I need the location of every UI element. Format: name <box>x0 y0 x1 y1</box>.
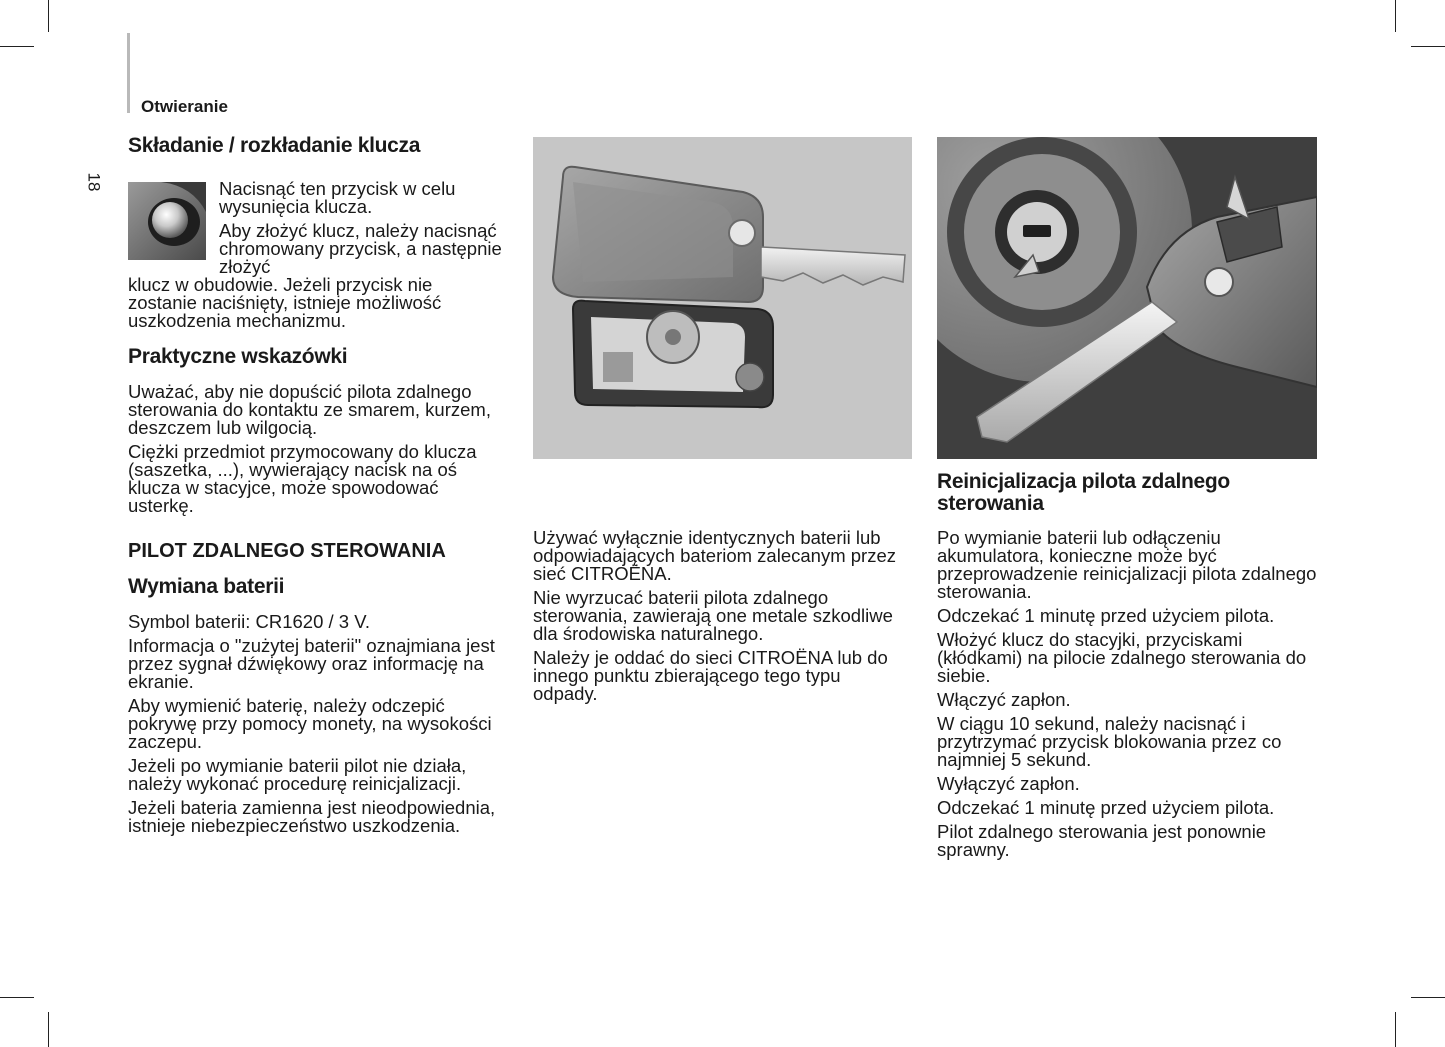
crop-mark <box>48 0 49 32</box>
reinit-paragraph-4: Włączyć zapłon. <box>937 689 1071 710</box>
battery-note-1: Używać wyłącznie identycznych baterii lub odpowiadających bateriom zalecanym przez sieć CITROËNA. <box>533 527 896 584</box>
crop-mark <box>0 997 34 998</box>
heading-practical-tips: Praktyczne wskazówki <box>128 345 348 368</box>
battery-note-2: Nie wyrzucać baterii pilota zdalnego sterowania, zawierają one metale szkodliwe dla środowiska naturalnego. <box>533 587 893 644</box>
reinit-paragraph-5: W ciągu 10 sekund, należy nacisnąć i przytrzymać przycisk blokowania przez co najmniej 5 sekund. <box>937 713 1282 770</box>
page-number: 18 <box>84 172 104 192</box>
crop-mark <box>1411 997 1445 998</box>
ignition-key-illustration <box>937 137 1317 459</box>
reinit-paragraph-8: Pilot zdalnego sterowania jest ponownie sprawny. <box>937 821 1267 860</box>
heading-key-folding: Składanie / rozkładanie klucza <box>128 134 421 157</box>
heading-reinitialisation: Reinicjalizacja pilota zdalnego sterowania <box>937 470 1230 515</box>
left-column <box>128 135 506 841</box>
reinit-paragraph-1: Po wymianie baterii lub odłączeniu akumulatora, konieczne może być przeprowadzenie reinicjalizacji pilota zdalnego sterowania. <box>937 527 1317 602</box>
heading-battery-replacement: Wymiana baterii <box>128 575 285 598</box>
reinit-paragraph-6: Wyłączyć zapłon. <box>937 773 1080 794</box>
header-bar <box>127 33 130 113</box>
reinit-paragraph-7: Odczekać 1 minutę przed użyciem pilota. <box>937 797 1275 818</box>
key-paragraph-2a: Aby złożyć klucz, należy nacisnąć chromowany przycisk, a następnie złożyć <box>219 220 502 277</box>
battery-paragraph-4: Jeżeli po wymianie baterii pilot nie działa, należy wykonać procedurę reinicjalizacji. <box>128 755 467 794</box>
crop-mark <box>48 1012 49 1047</box>
battery-paragraph-5: Jeżeli bateria zamienna jest nieodpowiednia, istnieje niebezpieczeństwo uszkodzenia. <box>128 797 496 836</box>
right-column <box>937 471 1323 865</box>
key-fob-battery-illustration <box>533 137 912 459</box>
key-paragraph-1: Nacisnąć ten przycisk w celu wysunięcia klucza. <box>219 178 456 217</box>
reinit-paragraph-3: Włożyć klucz do stacyjki, przyciskami (kłódkami) na pilocie zdalnego sterowania do siebie. <box>937 629 1307 686</box>
tips-paragraph-2: Ciężki przedmiot przymocowany do klucza (saszetka, ...), wywierający nacisk na oś klucza w stacyjce, może spowodować usterkę. <box>128 441 477 516</box>
battery-note-3: Należy je oddać do sieci CITROËNA lub do innego punktu zbierającego tego typu odpady. <box>533 647 888 704</box>
battery-paragraph-2: Informacja o "zużytej baterii" oznajmiana jest przez sygnał dźwiękowy oraz informację na ekranie. <box>128 635 495 692</box>
heading-remote-control: PILOT ZDALNEGO STEROWANIA <box>128 540 446 562</box>
crop-mark <box>1395 0 1396 32</box>
crop-mark <box>1411 46 1445 47</box>
crop-mark <box>0 46 34 47</box>
battery-paragraph-3: Aby wymienić baterię, należy odczepić pokrywę przy pomocy monety, na wysokości zaczepu. <box>128 695 492 752</box>
middle-column <box>533 529 905 709</box>
tips-paragraph-1: Uważać, aby nie dopuścić pilota zdalnego sterowania do kontaktu ze smarem, kurzem, deszczem lub wilgocią. <box>128 381 491 438</box>
key-paragraph-2b: klucz w obudowie. Jeżeli przycisk nie zostanie naciśnięty, istnieje możliwość uszkodzenia mechanizmu. <box>128 274 442 331</box>
section-title: Otwieranie <box>141 97 228 116</box>
reinit-paragraph-2: Odczekać 1 minutę przed użyciem pilota. <box>937 605 1275 626</box>
crop-mark <box>1395 1012 1396 1047</box>
battery-paragraph-1: Symbol baterii: CR1620 / 3 V. <box>128 611 370 632</box>
